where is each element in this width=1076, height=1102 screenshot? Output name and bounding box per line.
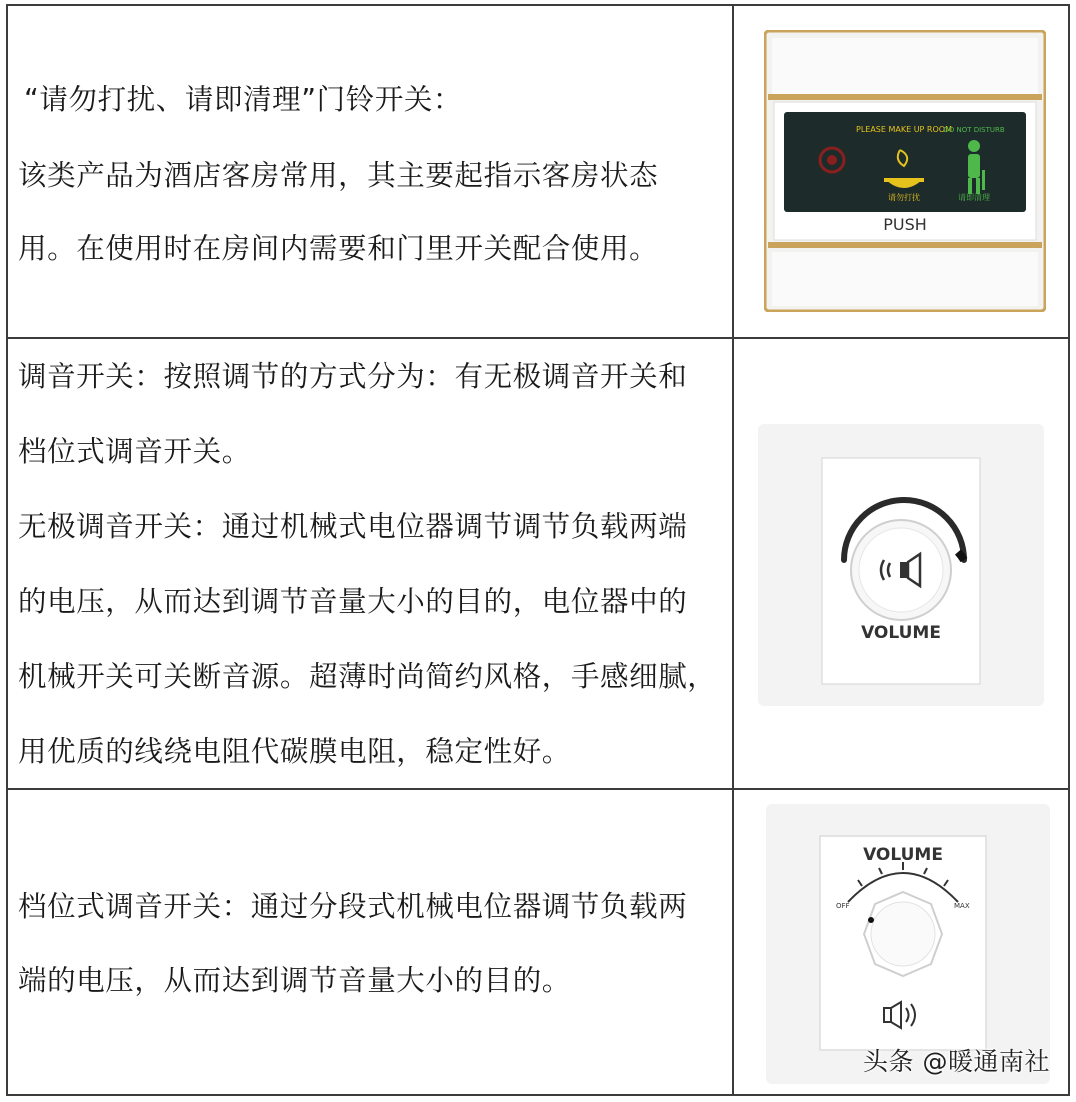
- row-text-line: 无极调音开关：通过机械式电位器调节调节负载两端: [18, 510, 688, 543]
- svg-text:DO NOT DISTURB: DO NOT DISTURB: [943, 126, 1005, 134]
- table-border-right: [1068, 4, 1070, 1096]
- row-text-line: 档位式调音开关。: [18, 435, 251, 468]
- svg-text:VOLUME: VOLUME: [861, 623, 941, 643]
- dnd-doorbell-switch-image: [764, 30, 1046, 312]
- row-text-line: 用优质的线绕电阻代碳膜电阻，稳定性好。: [18, 735, 571, 768]
- stepless-volume-switch-image: [758, 424, 1044, 706]
- table-row: [8, 339, 732, 788]
- svg-text:PLEASE MAKE UP ROOM: PLEASE MAKE UP ROOM: [856, 125, 952, 134]
- svg-text:请即清理: 请即清理: [958, 193, 990, 202]
- watermark: 头条 @暖通南社: [863, 1047, 1050, 1076]
- row-text-line: 的电压，从而达到调节音量大小的目的，电位器中的: [18, 585, 688, 618]
- svg-text:PUSH: PUSH: [883, 215, 927, 234]
- svg-text:OFF: OFF: [836, 902, 850, 910]
- svg-text:VOLUME: VOLUME: [863, 845, 943, 865]
- row-text-line: 用。在使用时在房间内需要和门里开关配合使用。: [18, 232, 659, 265]
- table-row: [8, 790, 732, 1094]
- row-text-line: 机械开关可关断音源。超薄时尚简约风格，手感细腻，: [18, 660, 717, 693]
- row-text-line: “请勿打扰、请即清理”门铃开关：: [24, 83, 463, 116]
- row-text-line: 调音开关：按照调节的方式分为：有无极调音开关和: [18, 360, 688, 393]
- row-text-line: 档位式调音开关：通过分段式机械电位器调节负载两: [18, 890, 688, 923]
- table-border-bottom: [6, 1094, 1070, 1096]
- svg-text:MAX: MAX: [954, 902, 970, 910]
- row-text-line: 端的电压，从而达到调节音量大小的目的。: [18, 964, 571, 997]
- column-divider: [732, 4, 734, 1096]
- svg-text:请勿打扰: 请勿打扰: [888, 193, 920, 202]
- row-text-line: 该类产品为酒店客房常用，其主要起指示客房状态: [18, 159, 659, 192]
- table-row: [8, 6, 732, 337]
